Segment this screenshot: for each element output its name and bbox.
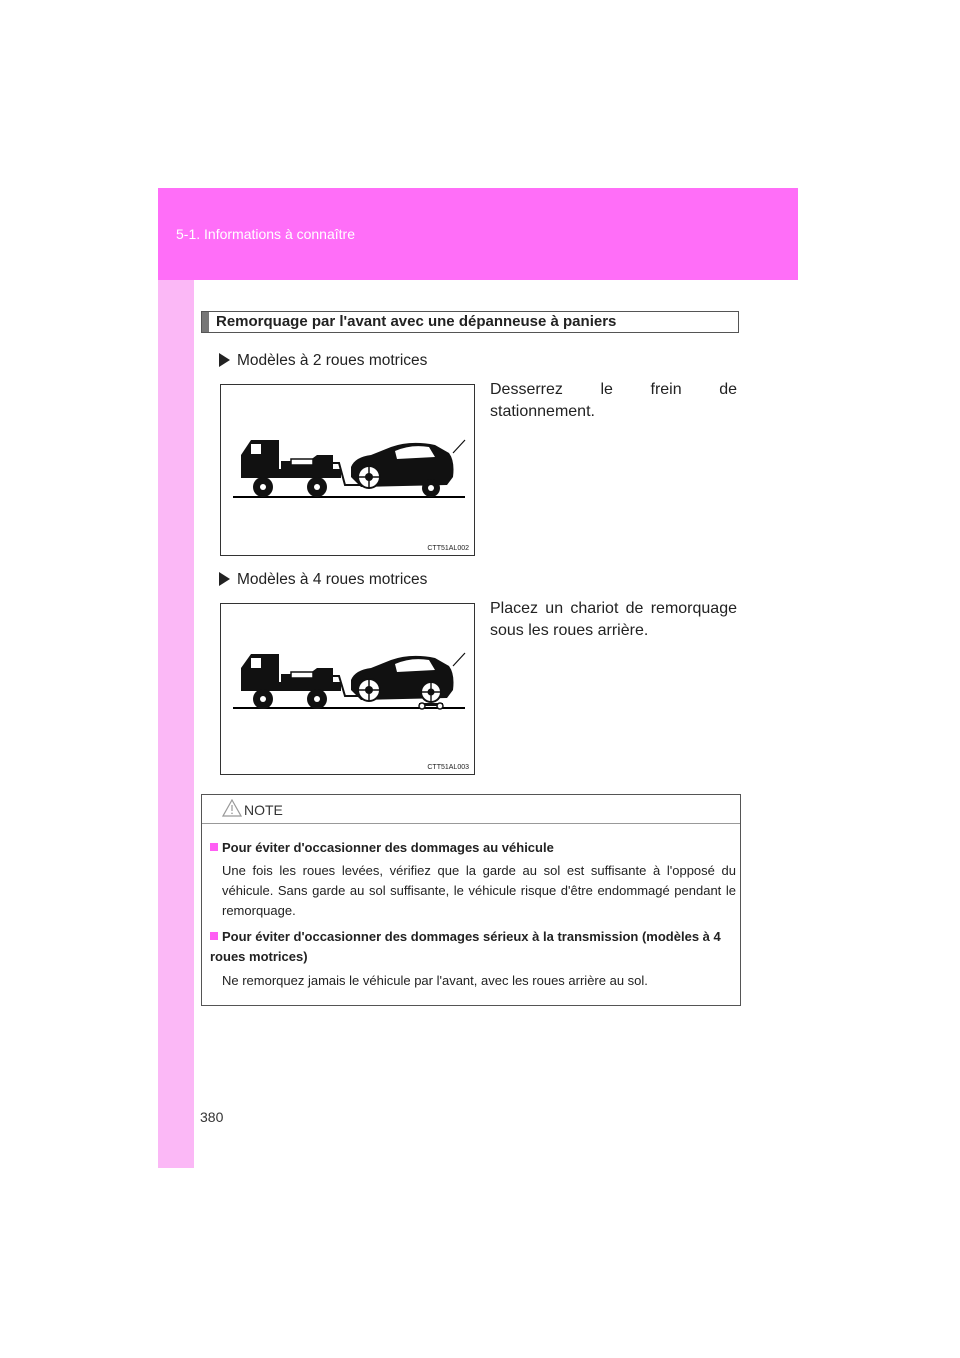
pink-square-bullet-icon (210, 843, 218, 851)
note-header (202, 795, 740, 824)
model-4wd-label (219, 571, 427, 589)
note-item-heading (210, 927, 737, 967)
model-4wd-instruction: Placez un chariot de remorquage sous les roues arrière. (490, 600, 737, 639)
figure-2wd-towing (220, 384, 475, 556)
pink-square-bullet-icon (210, 932, 218, 940)
model-2wd-label-text: Modèles à 2 roues motrices (237, 352, 428, 369)
section-title: Remorquage par l'avant avec une dépanneuse à paniers (201, 311, 739, 333)
page-number: 380 (200, 1109, 224, 1125)
model-4wd-label-text: Modèles à 4 roues motrices (237, 571, 428, 588)
tow-truck-4wd-illustration (221, 604, 474, 774)
note-item-heading (210, 838, 737, 858)
note-body-1: Une fois les roues levées, vérifiez que la garde au sol est suffisante à l'opposé du véhicule. Sans garde au sol suffisante, le véhicule risque d'être endommagé pendant le remorquage. (222, 863, 736, 918)
figure-code: CTT51AL003 (427, 764, 469, 771)
side-band (158, 188, 194, 1168)
note-title: NOTE (244, 802, 283, 818)
model-2wd-instruction: Desserrez le frein de stationnement. (490, 381, 737, 420)
note-heading-1: Pour éviter d'occasionner des dommages au véhicule (222, 840, 554, 855)
figure-code: CTT51AL002 (427, 545, 469, 552)
figure-4wd-towing (220, 603, 475, 775)
triangle-bullet-icon (219, 353, 230, 367)
note-heading-2: Pour éviter d'occasionner des dommages sérieux à la transmission (modèles à 4 roues motrices) (210, 929, 721, 964)
breadcrumb: 5-1. Informations à connaître (176, 226, 355, 242)
warning-triangle-icon (222, 799, 242, 822)
note-body-2: Ne remorquez jamais le véhicule par l'avant, avec les roues arrière au sol. (222, 973, 648, 988)
triangle-bullet-icon (219, 572, 230, 586)
tow-truck-2wd-illustration (221, 385, 474, 555)
note-box (201, 794, 741, 1006)
model-2wd-label (219, 352, 427, 370)
